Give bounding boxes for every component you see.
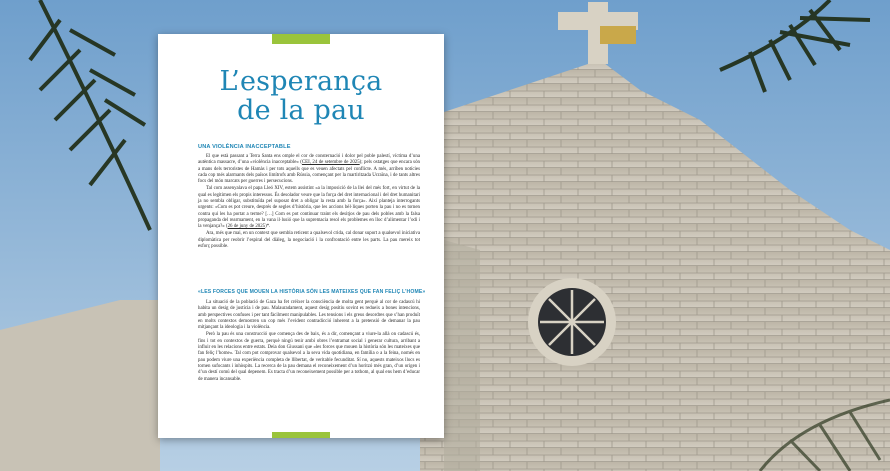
paragraph: El que està passant a Terra Santa ens omple el cor de consternació i dolor pel poble palestí, víctima d’una autèntica massacre, d’una «violència inacceptable» (CEI, 24 de setembre de 2025); pels ostatges que encara són a mans dels terroristes de Hamàs i per tots aquells que es veuen afectats pel conflicte. A més, arriben notícies cada cop més alarmants dels països limítrofs amb Rússia, començant per la martiritzada Ucraïna, i de tants altres focs del món marcats per guerres i persecucions. <box>198 154 420 185</box>
paragraph: La situació de la població de Gaza ha fet créixer la consciència de molta gent perquè al cor de cadascú hi habita un desig de justícia i de pau. Malauradament, aquest desig positiu sovint es redueix a bones intencions, amb perspectives confuses i per tant fàcilment manipulables. Les tensions i els greus desordres que s’han produït en molts contextos demostren un cop més l’evident contradicció inherent a la pretensió de demanar la pau mitjançant la ideologia i la violència. <box>198 300 420 331</box>
reference-link[interactable]: 26 de juny de 2025 <box>227 224 266 230</box>
green-accent-bar-top <box>272 34 330 44</box>
reference-link[interactable]: CEI, 24 de setembre de 2025 <box>301 160 360 166</box>
article-title-line-1: L’esperança <box>219 66 383 97</box>
section-2-body <box>198 300 420 384</box>
article-title-line-2: de la pau <box>237 95 365 126</box>
section-heading-2: «LES FORCES QUE MOUEN LA HISTÒRIA SÓN LES MATEIXES QUE FAN FELIÇ L’HOME» <box>198 289 426 295</box>
paragraph: Tal com assenyalava el papa Lleó XIV, estem assistint «a la imposició de la llei del més fort, en virtut de la qual es legitimen els propis interessos. És desolador veure que la força del dret internacional i del dret humanitari ja no sembla obligar, substituïda pel suposat dret a obligar la resta amb la força». Així planteja interrogants urgents: «Com es pot creure, després de segles d’història, que les accions bèl·liques porten la pau i no es tornen contra qui les ha portat a terme? […] Com es pot continuar traint els desitjos de pau dels pobles amb la falsa propaganda del rearmament, en la vana il·lusió que la supremacia resol els problemes en lloc d’alimentar l’odi i la venjança?» (26 de juny de 2025)*. <box>198 186 420 230</box>
green-accent-bar-bottom <box>272 432 330 438</box>
section-heading-1: UNA VIOLÈNCIA INACCEPTABLE <box>198 144 291 150</box>
paragraph: Però la pau és una construcció que comença des de baix, és a dir, començant a viure-la allà on cadascú és, fins i tot en contextos de guerra, perquè ningú tenir ambi obres l’entramat social i generar cultura, arribant a influir en les relacions entre estats. Deia don Giussani que «les forces que mouen la història són les mateixes que fan feliç l’home». Tal com pot comprovar qualsevol a la seva vida quotidiana, en família o a la feina, només en pau podem viure una experiència completa de llibertat, de veritable fecunditat. Sí no, aquests mateixos llocs es tornen sufocants i inhòspits. La recerca de la pau demana el reconeixement d’un horitzó més gran, d’un origen i d’un destí comú del qual depenem. Es tracta d’un reconeixement possible per a tothom, al qual ens hem d’educar de manera incansable. <box>198 332 420 382</box>
section-1-body <box>198 154 420 251</box>
magazine-page <box>158 34 444 438</box>
paragraph: Ara, més que mai, en un context que sembla reticent a qualsevol crida, cal donar suport a qualsevol iniciativa diplomàtica per reobrir l’espiral del diàleg, la negociació i la confrontació entre les parts. La pau mereix tot esforç possible. <box>198 231 420 249</box>
